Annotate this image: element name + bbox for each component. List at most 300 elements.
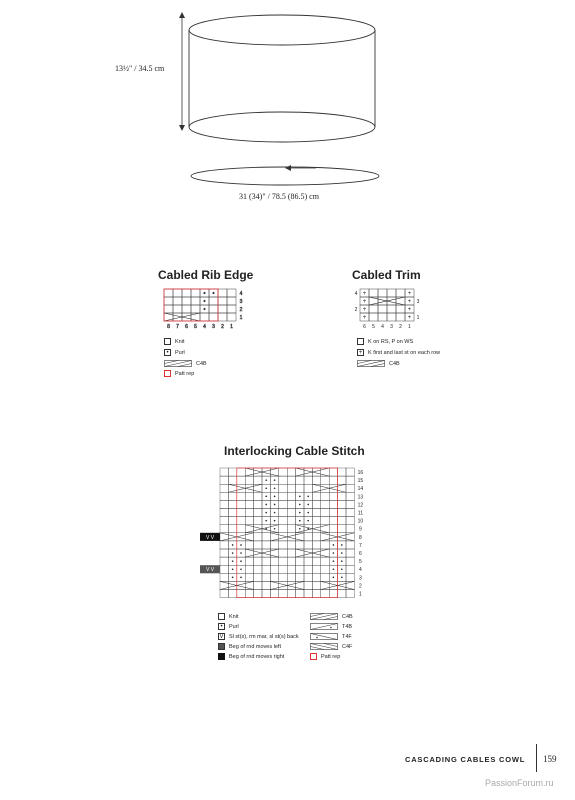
chart-cell xyxy=(287,492,295,500)
legend-inter-t4f xyxy=(310,633,352,640)
chart-cell xyxy=(227,289,236,297)
chart-cell xyxy=(279,509,287,517)
chart-cell xyxy=(296,557,304,565)
chart-cell xyxy=(262,533,270,541)
legend-inter-patt-rep xyxy=(310,653,340,660)
chart-cell xyxy=(321,590,329,598)
legend-k-rs-p-ws xyxy=(357,338,413,345)
height-label: 13½" / 34.5 cm xyxy=(115,64,165,73)
chart-cell xyxy=(182,305,191,313)
cabled-trim-chart xyxy=(350,287,430,333)
chart-cell xyxy=(346,500,354,508)
chart-cell xyxy=(228,476,236,484)
chart-cell xyxy=(312,525,320,533)
chart-cell xyxy=(338,492,346,500)
chart-cell xyxy=(228,533,236,541)
chart-cell xyxy=(346,565,354,573)
chart-cell xyxy=(329,581,337,589)
chart-cell xyxy=(346,517,354,525)
row-number: 15 xyxy=(357,478,364,485)
chart-cell xyxy=(245,557,253,565)
row-number: 4 xyxy=(359,567,362,574)
chart-cell xyxy=(182,289,191,297)
chart-cell xyxy=(287,573,295,581)
legend-c4b xyxy=(164,360,207,367)
chart-cell xyxy=(218,313,227,321)
chart-cell xyxy=(338,590,346,598)
chart-cell xyxy=(270,565,278,573)
chart-cell xyxy=(254,476,262,484)
chart-cell xyxy=(245,492,253,500)
chart-cell xyxy=(209,313,218,321)
chart-cell xyxy=(245,541,253,549)
plus-mark: + xyxy=(407,307,412,313)
purl-dot xyxy=(232,552,234,554)
chart-cell xyxy=(164,305,173,313)
plus-mark: + xyxy=(362,299,367,305)
chart-cell xyxy=(321,565,329,573)
chart-cell xyxy=(329,476,337,484)
chart-cell xyxy=(270,541,278,549)
legend-label: Purl xyxy=(175,349,185,356)
purl-dot xyxy=(333,560,335,562)
row-number: 12 xyxy=(357,502,364,509)
chart-cell xyxy=(220,541,228,549)
chart-cell xyxy=(270,573,278,581)
chart-cell xyxy=(287,525,295,533)
plus-mark: + xyxy=(362,315,367,321)
row-number: 2 xyxy=(354,307,358,313)
slip-mark: V V xyxy=(205,567,215,574)
chart-cell xyxy=(378,313,387,321)
row-number: 4 xyxy=(239,291,243,297)
footer-divider xyxy=(536,744,537,772)
legend-label: T4F xyxy=(342,633,352,640)
purl-dot xyxy=(307,496,309,498)
chart-cell xyxy=(321,500,329,508)
chart-cell xyxy=(228,468,236,476)
purl-dot xyxy=(274,487,276,489)
chart-cell xyxy=(338,476,346,484)
chart-cell xyxy=(245,590,253,598)
chart-cell xyxy=(237,590,245,598)
chart-cell xyxy=(209,305,218,313)
purl-dot xyxy=(333,544,335,546)
row-number: 9 xyxy=(359,526,362,533)
plus-mark: + xyxy=(362,291,367,297)
chart-cell xyxy=(312,590,320,598)
cowl-schematic xyxy=(0,0,575,215)
chart-cell xyxy=(346,525,354,533)
chart-cell xyxy=(228,517,236,525)
chart-cell xyxy=(329,590,337,598)
purl-dot xyxy=(307,504,309,506)
chart-cell xyxy=(279,492,287,500)
chart-cell xyxy=(200,313,209,321)
chart-cell xyxy=(279,549,287,557)
chart-cell xyxy=(237,533,245,541)
chart-cell xyxy=(312,533,320,541)
legend-patt-rep xyxy=(164,370,194,377)
chart-cell xyxy=(346,590,354,598)
chart-cell xyxy=(218,305,227,313)
chart-cell xyxy=(254,557,262,565)
chart-cell xyxy=(218,297,227,305)
col-number: 7 xyxy=(176,324,179,330)
legend-label: Purl xyxy=(229,623,239,630)
legend-inter-c4f xyxy=(310,643,352,650)
t4b-symbol-icon xyxy=(310,623,338,630)
purl-dot xyxy=(341,544,343,546)
chart-cell xyxy=(346,573,354,581)
chart-cell xyxy=(245,565,253,573)
chart-cell xyxy=(245,517,253,525)
legend-purl xyxy=(164,349,185,356)
chart-cell xyxy=(321,476,329,484)
purl-dot xyxy=(265,479,267,481)
plus-mark: + xyxy=(407,291,412,297)
chart-cell xyxy=(346,549,354,557)
chart-cell xyxy=(164,297,173,305)
row-number: 1 xyxy=(239,315,243,321)
chart-cell xyxy=(245,573,253,581)
chart-cell xyxy=(237,500,245,508)
slip-symbol-icon: V xyxy=(219,633,224,640)
chart-cell xyxy=(173,305,182,313)
interlocking-chart xyxy=(200,466,375,602)
chart-cell xyxy=(270,557,278,565)
chart-cell xyxy=(220,525,228,533)
purl-dot xyxy=(265,487,267,489)
chart-cell xyxy=(279,557,287,565)
row-number: 3 xyxy=(416,299,420,305)
purl-dot xyxy=(265,512,267,514)
chart-cell xyxy=(279,565,287,573)
purl-dot xyxy=(265,504,267,506)
chart-cell xyxy=(220,509,228,517)
chart-cell xyxy=(237,468,245,476)
row-number: 8 xyxy=(359,534,362,541)
purl-dot xyxy=(307,512,309,514)
chart-cell xyxy=(369,313,378,321)
row-number: 13 xyxy=(357,494,364,501)
purl-dot xyxy=(299,528,301,530)
chart-cell xyxy=(254,525,262,533)
legend-label: Sl st(s), rm mar, sl st(s) back xyxy=(229,633,299,640)
col-number: 4 xyxy=(203,324,206,330)
chart-cell xyxy=(220,500,228,508)
chart-cell xyxy=(321,509,329,517)
chart-cell xyxy=(287,549,295,557)
purl-dot xyxy=(299,504,301,506)
chart-cell xyxy=(287,565,295,573)
chart-cell xyxy=(312,549,320,557)
purl-dot xyxy=(213,292,215,294)
purl-dot xyxy=(240,552,242,554)
chart-cell xyxy=(279,517,287,525)
chart-cell xyxy=(262,557,270,565)
chart-cell xyxy=(279,525,287,533)
chart-cell xyxy=(254,509,262,517)
purl-dot xyxy=(240,568,242,570)
chart-cell xyxy=(254,533,262,541)
chart-cell xyxy=(228,492,236,500)
cabled-rib-edge-chart xyxy=(160,287,250,333)
plus-mark: + xyxy=(407,299,412,305)
row-number: 14 xyxy=(357,486,364,493)
purl-dot xyxy=(274,512,276,514)
chart-cell xyxy=(262,590,270,598)
chart-cell xyxy=(164,289,173,297)
row-number: 5 xyxy=(359,559,362,566)
knit-symbol-icon xyxy=(164,338,171,345)
chart-cell xyxy=(329,533,337,541)
chart-cell xyxy=(369,305,378,313)
c4b-symbol-icon xyxy=(310,613,338,620)
cabled-trim-title: Cabled Trim xyxy=(352,268,421,282)
chart-cell xyxy=(396,305,405,313)
chart-cell xyxy=(279,533,287,541)
purl-dot xyxy=(240,544,242,546)
chart-cell xyxy=(254,590,262,598)
chart-cell xyxy=(287,509,295,517)
chart-cell xyxy=(338,509,346,517)
chart-cell xyxy=(338,468,346,476)
chart-cell xyxy=(387,313,396,321)
row-number: 1 xyxy=(359,591,362,598)
purl-dot xyxy=(341,577,343,579)
col-number: 6 xyxy=(185,324,188,330)
col-number: 5 xyxy=(194,324,197,330)
chart-cell xyxy=(220,484,228,492)
row-number: 6 xyxy=(359,551,362,557)
chart-cell xyxy=(304,581,312,589)
purl-dot xyxy=(333,577,335,579)
plus-mark: + xyxy=(407,315,412,321)
chart-cell xyxy=(346,476,354,484)
chart-cell xyxy=(254,565,262,573)
legend-label: T4B xyxy=(342,623,353,630)
chart-cell xyxy=(304,573,312,581)
chart-cell xyxy=(346,509,354,517)
chart-cell xyxy=(279,590,287,598)
chart-cell xyxy=(296,541,304,549)
chart-cell xyxy=(237,509,245,517)
legend-trim-c4b xyxy=(357,360,400,367)
chart-cell xyxy=(245,509,253,517)
chart-cell xyxy=(321,573,329,581)
chart-cell xyxy=(279,500,287,508)
chart-cell xyxy=(287,557,295,565)
chart-cell xyxy=(279,476,287,484)
chart-cell xyxy=(279,573,287,581)
purl-dot xyxy=(265,496,267,498)
legend-label: Beg of rnd moves left xyxy=(229,643,281,650)
chart-cell xyxy=(228,525,236,533)
chart-cell xyxy=(321,557,329,565)
chart-cell xyxy=(346,468,354,476)
chart-cell xyxy=(387,305,396,313)
col-number: 8 xyxy=(167,324,170,330)
chart-cell xyxy=(287,533,295,541)
row-number: 10 xyxy=(357,518,364,525)
legend-label: Patt rep xyxy=(321,653,341,660)
chart-cell xyxy=(329,468,337,476)
legend-label: K on RS, P on WS xyxy=(368,338,414,345)
purl-symbol-icon: • xyxy=(164,349,171,356)
chart-cell xyxy=(346,541,354,549)
chart-cell xyxy=(346,492,354,500)
chart-cell xyxy=(254,500,262,508)
chart-cell xyxy=(254,468,262,476)
chart-cell xyxy=(237,581,245,589)
chart-cell xyxy=(220,565,228,573)
watermark: PassionForum.ru xyxy=(485,778,554,788)
chart-cell xyxy=(387,289,396,297)
chart-cell xyxy=(245,484,253,492)
chart-cell xyxy=(304,541,312,549)
chart-cell xyxy=(245,500,253,508)
cabled-rib-edge-title: Cabled Rib Edge xyxy=(158,268,254,282)
purl-dot xyxy=(265,520,267,522)
chart-cell xyxy=(304,484,312,492)
chart-cell xyxy=(279,581,287,589)
chart-cell xyxy=(304,565,312,573)
purl-dot xyxy=(204,292,206,294)
purl-dot xyxy=(240,577,242,579)
row-number: 16 xyxy=(357,470,364,476)
chart-cell xyxy=(312,468,320,476)
chart-cell xyxy=(338,500,346,508)
col-number: 6 xyxy=(363,324,366,330)
purl-dot xyxy=(274,496,276,498)
chart-cell xyxy=(287,484,295,492)
chart-cell xyxy=(304,476,312,484)
purl-dot xyxy=(232,560,234,562)
legend-label: C4F xyxy=(342,643,353,650)
chart-cell xyxy=(245,476,253,484)
col-number: 1 xyxy=(408,324,411,330)
chart-cell xyxy=(338,525,346,533)
purl-dot xyxy=(274,504,276,506)
chart-cell xyxy=(254,517,262,525)
chart-cell xyxy=(227,313,236,321)
t4f-symbol-icon xyxy=(310,633,338,640)
chart-cell xyxy=(279,468,287,476)
chart-cell xyxy=(237,492,245,500)
chart-cell xyxy=(287,476,295,484)
purl-dot xyxy=(341,552,343,554)
col-number: 2 xyxy=(399,324,402,330)
chart-cell xyxy=(228,509,236,517)
page-number: 159 xyxy=(543,754,557,764)
chart-cell xyxy=(329,517,337,525)
chart-cell xyxy=(321,541,329,549)
purl-dot xyxy=(307,520,309,522)
col-number: 5 xyxy=(372,324,375,330)
legend-label: C4B xyxy=(389,360,400,367)
chart-cell xyxy=(287,468,295,476)
chart-cell xyxy=(262,549,270,557)
chart-cell xyxy=(321,484,329,492)
chart-cell xyxy=(369,289,378,297)
legend-label: K first and last st on each row xyxy=(368,349,441,356)
legend-inter-sl xyxy=(218,633,299,640)
chart-cell xyxy=(312,541,320,549)
chart-cell xyxy=(182,297,191,305)
purl-dot xyxy=(274,528,276,530)
chart-cell xyxy=(228,581,236,589)
chart-cell xyxy=(220,517,228,525)
chart-cell xyxy=(396,289,405,297)
col-number: 1 xyxy=(230,324,233,330)
purl-dot xyxy=(240,560,242,562)
chart-cell xyxy=(321,492,329,500)
purl-symbol-icon: • xyxy=(218,623,225,630)
chart-cell xyxy=(220,549,228,557)
row-number: 1 xyxy=(416,315,420,321)
chart-cell xyxy=(228,590,236,598)
chart-cell xyxy=(254,549,262,557)
row-number: 2 xyxy=(239,307,243,313)
chart-cell xyxy=(220,590,228,598)
legend-inter-t4b xyxy=(310,623,352,630)
legend-label: Beg of rnd moves right xyxy=(229,653,285,660)
col-number: 4 xyxy=(381,324,384,330)
chart-cell xyxy=(262,581,270,589)
purl-dot xyxy=(299,512,301,514)
chart-cell xyxy=(262,468,270,476)
chart-cell xyxy=(220,573,228,581)
purl-dot xyxy=(232,577,234,579)
purl-dot xyxy=(232,544,234,546)
purl-dot xyxy=(299,520,301,522)
legend-label: C4B xyxy=(342,613,353,620)
chart-cell xyxy=(296,476,304,484)
chart-cell xyxy=(173,289,182,297)
col-number: 3 xyxy=(390,324,393,330)
chart-cell xyxy=(237,484,245,492)
knit-symbol-icon xyxy=(218,613,225,620)
chart-cell xyxy=(329,500,337,508)
chart-cell xyxy=(396,313,405,321)
interlocking-title: Interlocking Cable Stitch xyxy=(224,444,365,458)
chart-cell xyxy=(329,484,337,492)
chart-cell xyxy=(279,541,287,549)
row-number: 3 xyxy=(359,575,362,582)
row-number: 4 xyxy=(354,291,358,297)
chart-cell xyxy=(338,581,346,589)
chart-cell xyxy=(304,590,312,598)
row-number: 11 xyxy=(357,510,364,517)
patt-rep-symbol-icon xyxy=(164,370,171,377)
chart-cell xyxy=(270,590,278,598)
chart-cell xyxy=(287,517,295,525)
chart-cell xyxy=(218,289,227,297)
chart-cell xyxy=(287,581,295,589)
chart-cell xyxy=(262,573,270,581)
chart-cell xyxy=(191,297,200,305)
c4b-symbol-icon xyxy=(164,360,192,367)
grey-square-icon xyxy=(218,643,225,650)
chart-cell xyxy=(304,549,312,557)
chart-cell xyxy=(304,533,312,541)
legend-inter-knit xyxy=(218,613,238,620)
c4b-symbol-icon xyxy=(357,360,385,367)
chart-cell xyxy=(173,297,182,305)
chart-cell xyxy=(237,517,245,525)
chart-cell xyxy=(254,573,262,581)
